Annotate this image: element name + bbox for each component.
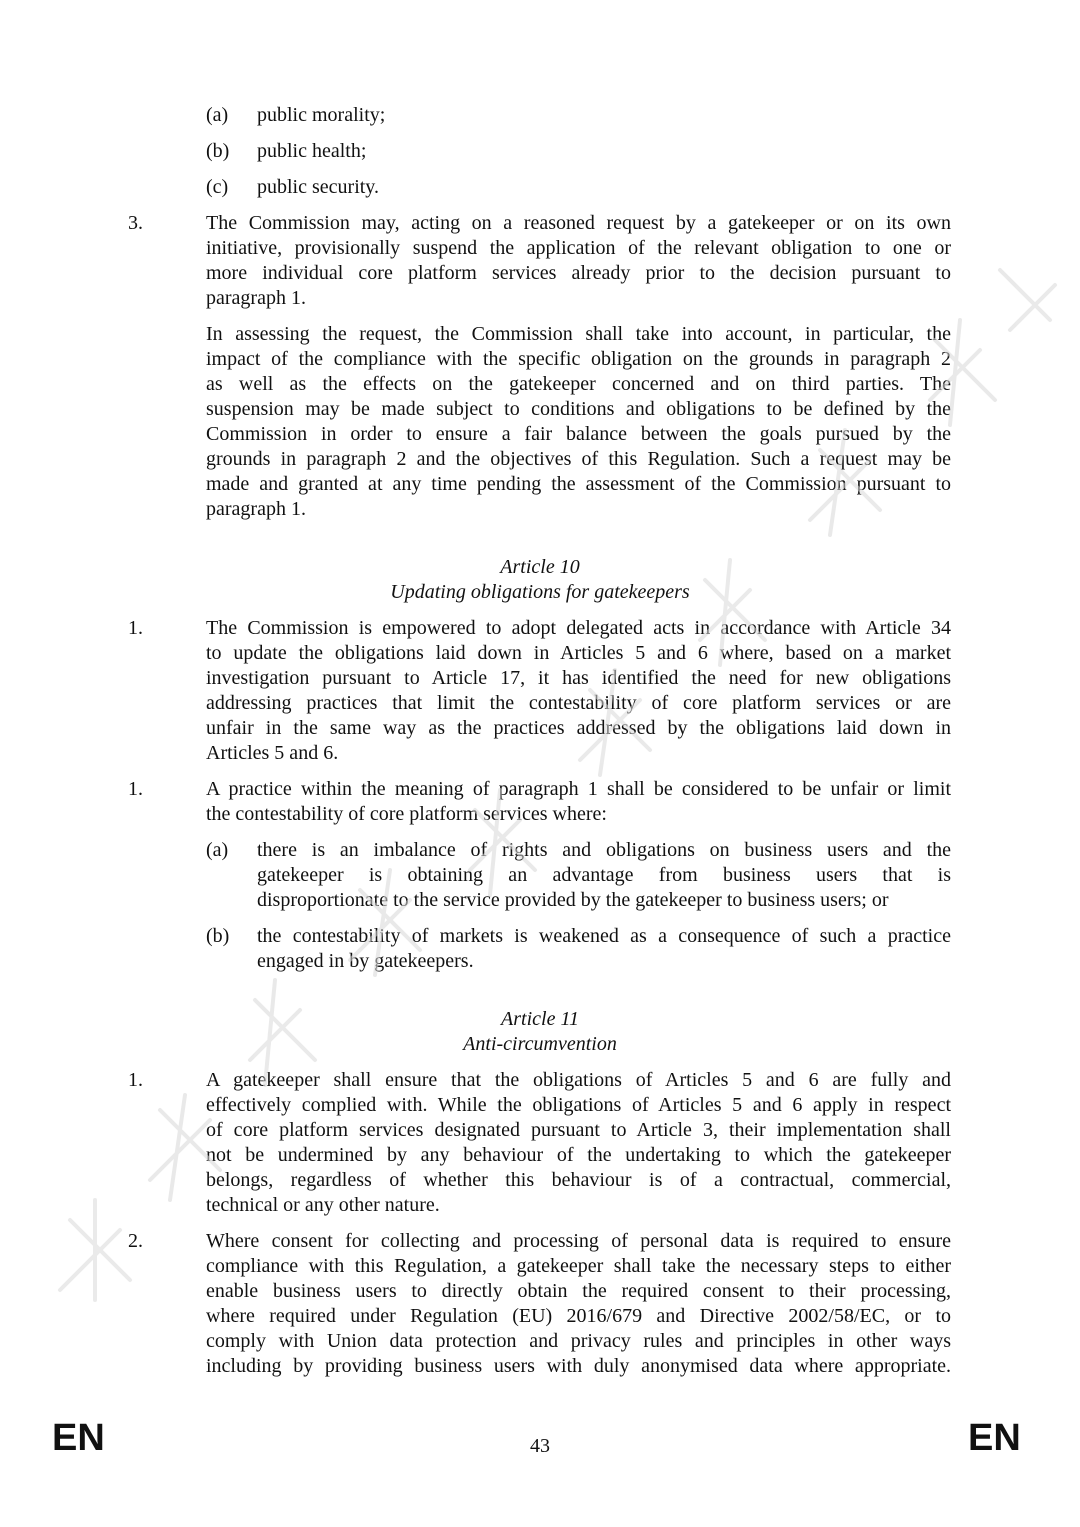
paragraph-line: investigation pursuant to Article 17, it has identified the need for new obligations — [206, 667, 951, 689]
paragraph-number: 1. — [128, 1069, 143, 1091]
item-text: public health; — [257, 140, 367, 162]
item-line: engaged in by gatekeepers. — [257, 950, 474, 972]
item-line: gatekeeper is obtaining an advantage from business users that is — [257, 864, 951, 886]
language-code-right: EN — [968, 1417, 1021, 1459]
paragraph-line: of core platform services designated pursuant to Article 3, their implementation shall — [206, 1119, 951, 1141]
paragraph-line: initiative, provisionally suspend the application of the relevant obligation to one or — [206, 237, 951, 259]
paragraph-number: 1. — [128, 617, 143, 639]
paragraph-line: paragraph 1. — [206, 498, 306, 520]
article-title: Anti-circumvention — [463, 1033, 617, 1055]
item-label: (b) — [206, 925, 230, 947]
article-title: Updating obligations for gatekeepers — [390, 581, 690, 603]
item-label: (a) — [206, 839, 229, 861]
paragraph-line: not be undermined by any behaviour of the undertaking to which the gatekeeper — [206, 1144, 951, 1166]
article-heading: Article 11 — [501, 1008, 579, 1030]
paragraph-line: where required under Regulation (EU) 2016/679 and Directive 2002/58/EC, or to — [206, 1305, 951, 1327]
language-code-left: EN — [52, 1417, 105, 1459]
paragraph-line: the contestability of core platform services where: — [206, 803, 607, 825]
paragraph-line: enable business users to directly obtain the required consent to their processing, — [206, 1280, 951, 1302]
paragraph-line: unfair in the same way as the practices addressed by the obligations laid down in — [206, 717, 951, 739]
paragraph-line: made and granted at any time pending the assessment of the Commission pursuant to — [206, 473, 951, 495]
page-number: 43 — [530, 1435, 550, 1457]
article-heading: Article 10 — [500, 556, 580, 578]
paragraph-line: belongs, regardless of whether this behaviour is of a contractual, commercial, — [206, 1169, 951, 1191]
item-label: (b) — [206, 140, 230, 162]
paragraph-line: Articles 5 and 6. — [206, 742, 339, 764]
paragraph-line: Commission in order to ensure a fair balance between the goals pursued by the — [206, 423, 951, 445]
item-text: public morality; — [257, 104, 386, 126]
paragraph-line: as well as the effects on the gatekeeper concerned and on third parties. The — [206, 373, 951, 395]
item-label: (a) — [206, 104, 229, 126]
paragraph-line: A practice within the meaning of paragraph 1 shall be considered to be unfair or limit — [206, 778, 951, 800]
paragraph-line: impact of the compliance with the specific obligation on the grounds in paragraph 2 — [206, 348, 951, 370]
paragraph-line: paragraph 1. — [206, 287, 306, 309]
paragraph-line: including by providing business users with duly anonymised data where appropriate. — [206, 1355, 951, 1377]
paragraph-line: comply with Union data protection and privacy rules and principles in other ways — [206, 1330, 951, 1352]
paragraph-line: technical or any other nature. — [206, 1194, 440, 1216]
item-text: public security. — [257, 176, 380, 198]
paragraph-line: The Commission is empowered to adopt delegated acts in accordance with Article 34 — [206, 617, 951, 639]
paragraph-line: effectively complied with. While the obligations of Articles 5 and 6 apply in respect — [206, 1094, 951, 1116]
paragraph-number: 2. — [128, 1230, 143, 1252]
paragraph-line: addressing practices that limit the contestability of core platform services or are — [206, 692, 951, 714]
paragraph-line: to update the obligations laid down in Articles 5 and 6 where, based on a market — [206, 642, 951, 664]
item-line: there is an imbalance of rights and obligations on business users and the — [257, 839, 951, 861]
paragraph-line: A gatekeeper shall ensure that the obligations of Articles 5 and 6 are fully and — [206, 1069, 951, 1091]
item-line: the contestability of markets is weakened as a consequence of such a practice — [257, 925, 951, 947]
paragraph-line: more individual core platform services already prior to the decision pursuant to — [206, 262, 951, 284]
paragraph-line: grounds in paragraph 2 and the objectives of this Regulation. Such a request may be — [206, 448, 951, 470]
paragraph-line: The Commission may, acting on a reasoned request by a gatekeeper or on its own — [206, 212, 951, 234]
paragraph-line: Where consent for collecting and processing of personal data is required to ensure — [206, 1230, 951, 1252]
paragraph-line: compliance with this Regulation, a gatekeeper shall take the necessary steps to either — [206, 1255, 951, 1277]
item-line: disproportionate to the service provided by the gatekeeper to business users; or — [257, 889, 889, 911]
paragraph-number: 3. — [128, 212, 143, 234]
paragraph-line: In assessing the request, the Commission shall take into account, in particular, the — [206, 323, 951, 345]
item-label: (c) — [206, 176, 229, 198]
paragraph-number: 1. — [128, 778, 143, 800]
paragraph-line: suspension may be made subject to conditions and obligations to be defined by the — [206, 398, 951, 420]
